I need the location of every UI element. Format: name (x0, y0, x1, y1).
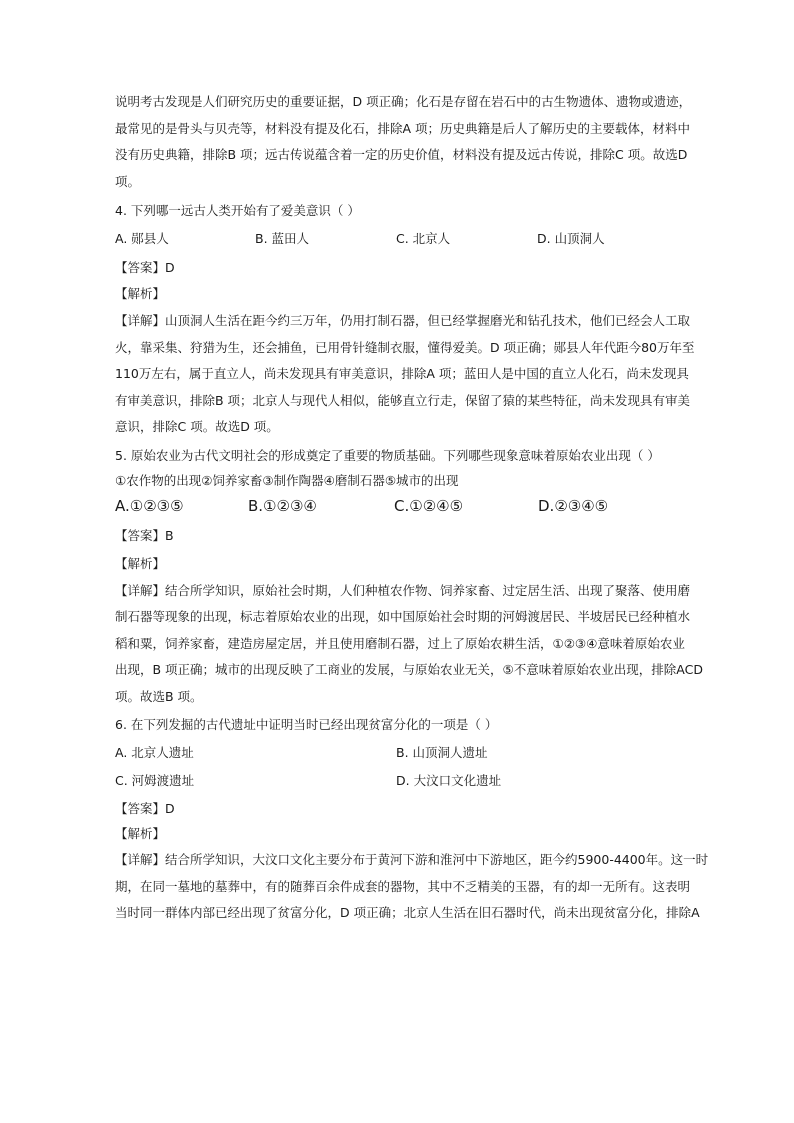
q4-option-a: A. 郧县人 (115, 231, 169, 246)
q5-detail-5: 项。故选B 项。 (115, 689, 203, 704)
q5-detail-3: 稻和粟，饲养家畜，建造房屋定居，并且使用磨制石器，过上了原始农耕生活，①②③④意味着原始农业 (115, 636, 685, 651)
q4-detail-1: 【详解】山顶洞人生活在距今约三万年，仍用打制石器，但已经掌握磨光和钻孔技术，他们已经会人工取 (115, 313, 691, 328)
q5-items: ①农作物的出现②饲养家畜③制作陶器④磨制石器⑤城市的出现 (115, 473, 459, 488)
q5-detail-2: 制石器等现象的出现，标志着原始农业的出现，如中国原始社会时期的河姆渡居民、半坡居民已经种植水 (115, 609, 691, 624)
q6-option-b: B. 山顶洞人遗址 (396, 745, 488, 760)
q6-analysis-label: 【解析】 (115, 826, 166, 841)
q6-option-a: A. 北京人遗址 (115, 745, 194, 760)
q5-option-b: B.①②③④ (248, 497, 317, 515)
q4-detail-3: 110万左右，属于直立人，尚未发现具有审美意识，排除A 项；蓝田人是中国的直立人化石，尚未发现具 (115, 366, 689, 381)
q4-option-c: C. 北京人 (396, 231, 451, 246)
q6-option-c: C. 河姆渡遗址 (115, 773, 195, 788)
q4-detail-5: 意识，排除C 项。故选D 项。 (115, 419, 279, 434)
q5-answer: 【答案】B (115, 528, 174, 543)
q6-answer: 【答案】D (115, 801, 175, 816)
q4-option-d: D. 山顶洞人 (537, 231, 605, 246)
q6-detail-2: 期，在同一墓地的墓葬中，有的随葬百余件成套的器物，其中不乏精美的玉器，有的却一无所有。这表明 (115, 879, 691, 894)
q5-analysis-label: 【解析】 (115, 556, 166, 571)
intro-line-1: 说明考古发现是人们研究历史的重要证据，D 项正确；化石是存留在岩石中的古生物遗体、遗物或遗迹， (115, 94, 692, 109)
q4-option-b: B. 蓝田人 (255, 231, 310, 246)
intro-line-4: 项。 (115, 174, 141, 189)
question-4-stem: 4. 下列哪一远古人类开始有了爱美意识（ ） (115, 203, 360, 218)
question-5-stem: 5. 原始农业为古代文明社会的形成奠定了重要的物质基础。下列哪些现象意味着原始农业出现（ ） (115, 448, 660, 463)
q5-detail-4: 出现，B 项正确；城市的出现反映了工商业的发展，与原始农业无关，⑤不意味着原始农业出现，排除ACD (115, 662, 703, 677)
q5-option-d: D.②③④⑤ (538, 497, 609, 515)
q6-detail-3: 当时同一群体内部已经出现了贫富分化，D 项正确；北京人生活在旧石器时代，尚未出现贫富分化，排除A (115, 905, 700, 920)
q5-option-a: A.①②③⑤ (115, 497, 184, 515)
q4-detail-4: 有审美意识，排除B 项；北京人与现代人相似，能够直立行走，保留了猿的某些特征，尚未发现具有审美 (115, 393, 691, 408)
q5-detail-1: 【详解】结合所学知识，原始社会时期，人们种植农作物、饲养家畜、过定居生活、出现了聚落、使用磨 (115, 583, 691, 598)
q4-analysis-label: 【解析】 (115, 286, 166, 301)
q4-detail-2: 火，靠采集、狩猎为生，还会捕鱼，已用骨针缝制衣服，懂得爱美。D 项正确；郧县人年代距今80万年至 (115, 340, 695, 355)
question-6-stem: 6. 在下列发掘的古代遗址中证明当时已经出现贫富分化的一项是（ ） (115, 717, 498, 732)
intro-line-3: 没有历史典籍，排除B 项；远古传说蕴含着一定的历史价值，材料没有提及远古传说，排除C 项。故选D (115, 147, 688, 162)
q4-answer: 【答案】D (115, 260, 175, 275)
q6-detail-1: 【详解】结合所学知识，大汶口文化主要分布于黄河下游和淮河中下游地区，距今约5900-4400年。这一时 (115, 852, 709, 867)
q5-option-c: C.①②④⑤ (394, 497, 464, 515)
intro-line-2: 最常见的是骨头与贝壳等，材料没有提及化石，排除A 项；历史典籍是后人了解历史的主要载体，材料中 (115, 121, 691, 136)
q6-option-d: D. 大汶口文化遗址 (396, 773, 502, 788)
